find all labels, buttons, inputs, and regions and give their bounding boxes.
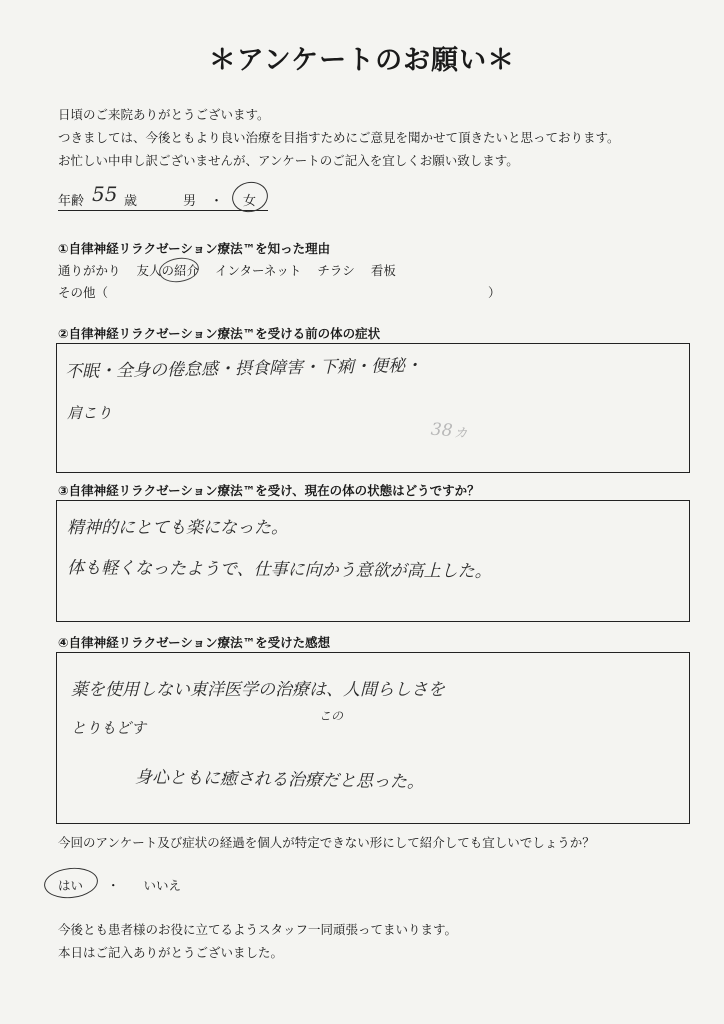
q1-other-label: その他（ — [58, 285, 109, 300]
consent-yes[interactable]: はい — [58, 878, 84, 893]
q2-margin-note: 38ヵ — [430, 419, 471, 443]
page-title: ＊アンケートのお願い＊ — [208, 45, 516, 76]
q4-answer-box[interactable] — [56, 652, 690, 824]
closing-line: 本日はご記入ありがとうございました。 — [58, 945, 284, 960]
q3-answer-line: 精神的にとても楽になった。 — [67, 518, 288, 538]
q1-other-row — [58, 283, 108, 301]
q1-options — [58, 261, 396, 279]
female-selection-circle — [229, 179, 270, 216]
gender-male[interactable]: 男 — [183, 194, 197, 209]
q1-other-close: ） — [488, 285, 501, 300]
q4-insert-note: この — [319, 709, 344, 723]
q4-answer-line: とりもどす — [71, 719, 147, 737]
intro-line: 日頃のご来院ありがとうございます。 — [58, 107, 270, 122]
respondent-row — [58, 182, 268, 211]
option-passing-by[interactable]: 通りがかり — [58, 263, 121, 278]
option-friend-referral-label: 友人の紹介 — [136, 263, 200, 278]
q3-answer-line: 体も軽くなったようで、仕事に向かう意欲が高上した。 — [66, 558, 492, 582]
q2-answer-line: 不眠・全身の倦怠感・摂食障害・下痢・便秘・ — [64, 355, 423, 383]
closing-line: 今後とも患者様のお役に立てるようスタッフ一同頑張ってまいります。 — [58, 922, 458, 937]
consent-yes-circle — [43, 865, 100, 900]
q3-answer-box[interactable] — [56, 500, 690, 622]
option-internet[interactable]: インターネット — [215, 263, 302, 278]
q1-heading: ①自律神経リラクゼーション療法™を知った理由 — [58, 241, 331, 256]
q2-answer-line: 肩こり — [67, 404, 113, 422]
consent-separator: ・ — [107, 878, 120, 893]
age-unit: 歳 — [124, 194, 138, 209]
q3-heading: ③自律神経リラクゼーション療法™を受け、現在の体の状態はどうですか？ — [58, 483, 480, 498]
q2-answer-box[interactable] — [56, 343, 690, 473]
intro-line: お忙しい中申し訳ございませんが、アンケートのご記入を宜しくお願い致します。 — [58, 153, 519, 168]
age-label: 年齢 — [58, 194, 85, 209]
q4-answer-line: 薬を使用しない東洋医学の治療は、人間らしさを — [71, 680, 445, 700]
option-friend-referral[interactable] — [137, 263, 204, 278]
q4-answer-line: 身心ともに癒される治療だと思った。 — [134, 767, 425, 793]
age-value[interactable]: 55 — [92, 182, 118, 206]
closing-text — [58, 918, 457, 964]
friend-selection-circle — [157, 255, 200, 284]
q4-heading: ④自律神経リラクゼーション療法™を受けた感想 — [58, 635, 331, 650]
intro-line: つきましては、今後ともより良い治療を目指すためにご意見を聞かせて頂きたいと思っております。 — [58, 130, 620, 145]
gender-female[interactable]: 女 — [243, 194, 257, 209]
intro-text — [58, 103, 620, 172]
option-flyer[interactable]: チラシ — [317, 263, 355, 278]
consent-question: 今回のアンケート及び症状の経過を個人が特定できない形にして紹介しても宜しいでしょうか？ — [58, 835, 595, 850]
gender-separator: ・ — [210, 194, 224, 209]
option-signboard[interactable]: 看板 — [370, 263, 396, 278]
consent-no[interactable]: いいえ — [143, 878, 182, 893]
q2-heading: ②自律神経リラクゼーション療法™を受ける前の体の症状 — [58, 326, 381, 341]
